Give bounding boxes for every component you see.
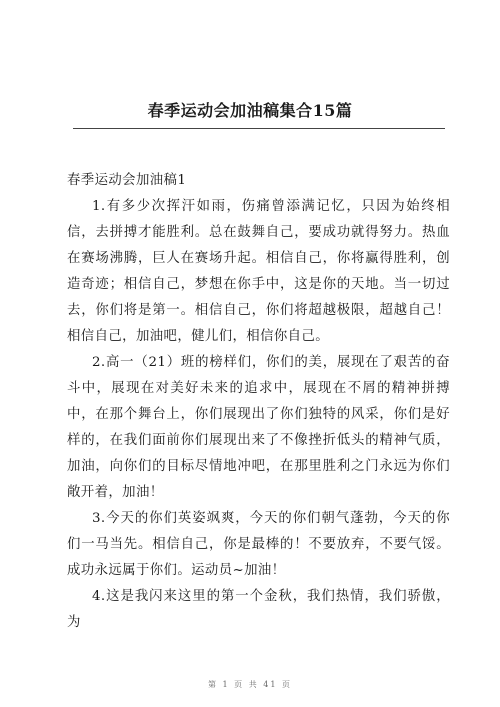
title-underline: [73, 128, 445, 129]
paragraph-2: 2.高一（21）班的榜样们，你们的美，展现在了艰苦的奋斗中，展现在对美好未来的追求中，展现在不屑的精神拼搏中，在那个舞台上，你们展现出了你们独特的风采，你们是好样的，在我们面前你们展现出来了不像挫折低头的精神气质，加油，向你们的目标尽情地冲吧，在那里胜利之门永远为你们敞开着，加油！: [67, 355, 450, 500]
paragraph-1: 1.有多少次挥汗如雨，伤痛曾添满记忆，只因为始终相信，去拼搏才能胜利。总在鼓舞自己，要成功就得努力。热血在赛场沸腾，巨人在赛场升起。相信自己，你将赢得胜利，创造奇迹；相信自己，梦想在你手中，这是你的天地。当一切过去，你们将是第一。相信自己，你们将超越极限，超越自己！相信自己，加油吧，健儿们，相信你自己。: [67, 199, 450, 344]
paragraph-3: 3.今天的你们英姿飒爽，今天的你们朝气蓬勃，今天的你们一马当先。相信自己，你是最棒的！不要放弃，不要气馁。成功永远属于你们。运动员~加油！: [67, 511, 450, 578]
document-title: 春季运动会加油稿集合15篇: [147, 101, 353, 120]
section-heading: 春季运动会加油稿1: [67, 173, 187, 188]
page-footer: 第 1 页 共 41 页: [208, 680, 292, 689]
document-body: [67, 168, 450, 636]
paragraph-4: 4.这是我闪来这里的第一个金秋，我们热情，我们骄傲，为: [67, 589, 450, 630]
